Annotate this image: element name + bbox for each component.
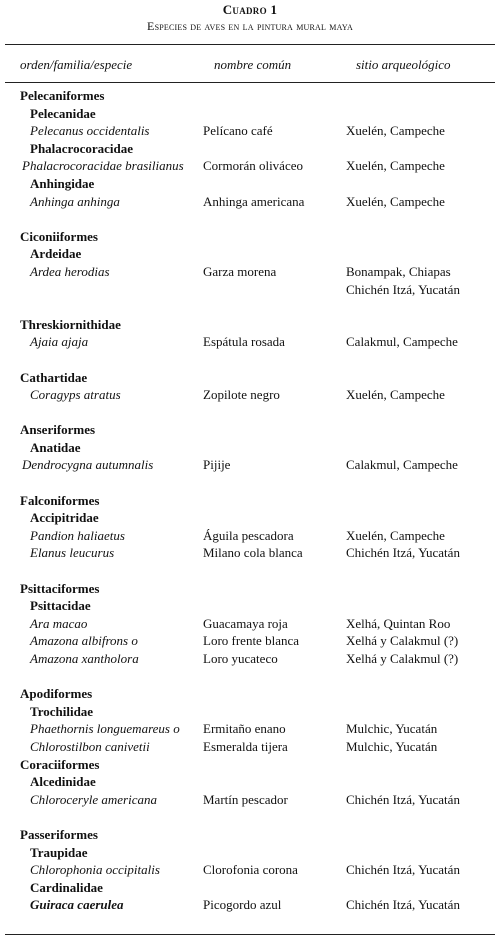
archaeological-site: Calakmul, Campeche xyxy=(346,457,458,473)
table-row xyxy=(0,122,500,140)
archaeological-site: Mulchic, Yucatán xyxy=(346,738,438,754)
column-header-species: orden/familia/especie xyxy=(20,57,133,72)
table-row xyxy=(0,703,500,721)
table-row xyxy=(0,597,500,615)
column-header-common-name: nombre común xyxy=(214,57,292,72)
common-name: Cormorán oliváceo xyxy=(203,158,303,174)
order-name: Cathartidae xyxy=(20,369,88,385)
archaeological-site: Chichén Itzá, Yucatán xyxy=(346,862,460,878)
row-spacer xyxy=(0,298,500,316)
archaeological-site: Xuelén, Campeche xyxy=(346,123,445,139)
table-row xyxy=(0,615,500,633)
top-rule xyxy=(5,44,495,45)
common-name: Loro yucateco xyxy=(203,651,278,666)
species-name: Coragyps atratus xyxy=(30,387,121,403)
table-body xyxy=(0,87,500,914)
column-header-site: sitio arqueológico xyxy=(356,57,451,72)
table-row xyxy=(0,245,500,263)
archaeological-site: Chichén Itzá, Yucatán xyxy=(346,897,460,913)
table-row xyxy=(0,193,500,211)
common-name: Águila pescadora xyxy=(203,527,294,543)
bottom-rule xyxy=(5,934,495,935)
order-name: Pelecaniformes xyxy=(20,88,105,103)
row-spacer xyxy=(0,474,500,492)
species-name: Phalacrocoracidae brasilianus xyxy=(22,158,184,174)
family-name: Anhingidae xyxy=(30,175,95,191)
archaeological-site: Chichén Itzá, Yucatán xyxy=(346,545,460,561)
family-name: Trochilidae xyxy=(30,703,94,719)
common-name: Espátula rosada xyxy=(203,334,285,350)
archaeological-site: Xuelén, Campeche xyxy=(346,193,445,209)
species-name: Amazona albifrons o xyxy=(30,633,138,649)
table-row xyxy=(0,105,500,123)
species-name: Ara macao xyxy=(30,615,88,631)
order-name: Coraciiformes xyxy=(20,756,100,772)
common-name: Guacamaya roja xyxy=(203,615,288,631)
row-spacer xyxy=(0,351,500,369)
table-row xyxy=(0,157,500,175)
family-name: Traupidae xyxy=(30,844,88,860)
table-row xyxy=(0,456,500,474)
order-name: Anseriformes xyxy=(20,422,96,438)
table-row xyxy=(0,228,500,246)
table-row xyxy=(0,439,500,457)
species-name: Chloroceryle americana xyxy=(30,791,157,807)
table-row xyxy=(0,316,500,334)
table-title: Cuadro 1 xyxy=(222,2,278,17)
table-row xyxy=(0,738,500,756)
species-name: Dendrocygna autumnalis xyxy=(22,457,154,473)
table-row xyxy=(0,386,500,404)
order-name: Apodiformes xyxy=(20,686,93,702)
table-row xyxy=(0,756,500,774)
archaeological-site: Calakmul, Campeche xyxy=(346,334,458,350)
family-name: Pelecanidae xyxy=(30,105,96,121)
table-row xyxy=(0,421,500,439)
table-row xyxy=(0,685,500,703)
archaeological-site: Xelhá y Calakmul (?) xyxy=(346,633,459,649)
archaeological-site: Chichén Itzá, Yucatán xyxy=(346,281,460,297)
table-row xyxy=(0,773,500,791)
table-row xyxy=(0,879,500,897)
common-name: Zopilote negro xyxy=(203,387,280,403)
table-row xyxy=(0,844,500,862)
table-row xyxy=(0,632,500,650)
table-row xyxy=(0,527,500,545)
table-row xyxy=(0,826,500,844)
row-spacer xyxy=(0,808,500,826)
table-row xyxy=(0,175,500,193)
row-spacer xyxy=(0,668,500,686)
common-name: Garza morena xyxy=(203,263,277,279)
archaeological-site: Xuelén, Campeche xyxy=(346,527,445,543)
order-name: Falconiformes xyxy=(20,492,100,508)
archaeological-site: Bonampak, Chiapas xyxy=(346,263,451,279)
table-row xyxy=(0,861,500,879)
species-name: Pelecanus occidentalis xyxy=(30,123,150,139)
species-name: Ardea herodias xyxy=(30,263,110,279)
table-row xyxy=(0,720,500,738)
common-name: Picogordo azul xyxy=(203,897,282,913)
archaeological-site: Xelhá, Quintan Roo xyxy=(346,615,451,631)
common-name: Loro frente blanca xyxy=(203,633,300,649)
order-name: Ciconiiformes xyxy=(20,228,98,244)
common-name: Pelícano café xyxy=(203,123,273,139)
archaeological-site: Mulchic, Yucatán xyxy=(346,721,438,737)
row-spacer xyxy=(0,404,500,422)
family-name: Ardeidae xyxy=(30,246,82,262)
table-row xyxy=(0,580,500,598)
order-name: Threskiornithidae xyxy=(20,316,121,332)
family-name: Anatidae xyxy=(30,439,81,455)
species-name: Chlorostilbon canivetii xyxy=(30,738,150,754)
archaeological-site: Xuelén, Campeche xyxy=(346,158,445,174)
common-name: Anhinga americana xyxy=(203,193,305,209)
table-row xyxy=(0,281,500,299)
archaeological-site: Chichén Itzá, Yucatán xyxy=(346,791,460,807)
species-name: Pandion haliaetus xyxy=(30,527,125,543)
species-name: Guiraca caerulea xyxy=(30,897,124,913)
order-name: Psittaciformes xyxy=(20,580,100,596)
common-name: Martín pescador xyxy=(203,791,288,807)
table-row xyxy=(0,263,500,281)
row-spacer xyxy=(0,562,500,580)
family-name: Cardinalidae xyxy=(30,879,103,895)
header-rule xyxy=(5,82,495,83)
species-name: Ajaia ajaja xyxy=(30,334,89,350)
family-name: Phalacrocoracidae xyxy=(30,140,134,156)
row-spacer xyxy=(0,210,500,228)
archaeological-site: Xuelén, Campeche xyxy=(346,387,445,403)
table-row xyxy=(0,509,500,527)
species-name: Elanus leucurus xyxy=(30,545,115,561)
table-row xyxy=(0,87,500,105)
common-name: Clorofonia corona xyxy=(203,862,298,878)
table-row xyxy=(0,896,500,914)
species-name: Chlorophonia occipitalis xyxy=(30,862,160,878)
family-name: Alcedinidae xyxy=(30,774,96,790)
species-name: Anhinga anhinga xyxy=(30,193,120,209)
table-row xyxy=(0,369,500,387)
species-name: Phaethornis longuemareus o xyxy=(30,721,180,737)
table-row xyxy=(0,492,500,510)
table-row xyxy=(0,140,500,158)
table-subtitle: Especies de aves en la pintura mural maya xyxy=(147,19,353,33)
table-row xyxy=(0,791,500,809)
species-name: Amazona xantholora xyxy=(30,651,139,666)
common-name: Esmeralda tijera xyxy=(203,738,288,754)
order-name: Passeriformes xyxy=(20,826,98,842)
family-name: Accipitridae xyxy=(30,510,99,526)
common-name: Ermitaño enano xyxy=(203,721,286,737)
table-row xyxy=(0,544,500,562)
common-name: Milano cola blanca xyxy=(203,545,303,561)
common-name: Pijije xyxy=(203,457,231,473)
archaeological-site: Xelhá y Calakmul (?) xyxy=(346,651,459,666)
table-row xyxy=(0,333,500,351)
family-name: Psittacidae xyxy=(30,598,91,614)
table-row xyxy=(0,650,500,668)
